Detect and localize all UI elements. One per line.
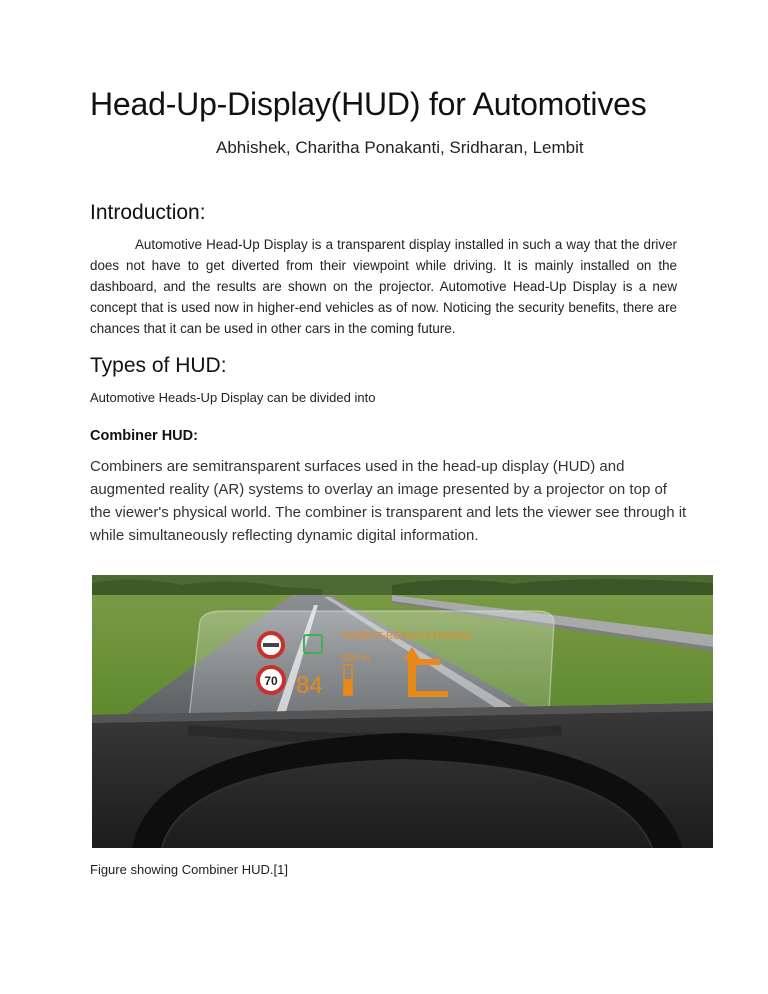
combiner-heading: Combiner HUD: bbox=[90, 428, 198, 444]
introduction-heading: Introduction: bbox=[90, 201, 206, 224]
combiner-hud-photo bbox=[92, 575, 713, 848]
figure-caption: Figure showing Combiner HUD.[1] bbox=[90, 862, 288, 877]
hud-street-name: ROBERT-BOSCH-STRASSE bbox=[342, 631, 472, 642]
page-title: Head-Up-Display(HUD) for Automotives bbox=[90, 86, 647, 122]
authors-line: Abhishek, Charitha Ponakanti, Sridharan, Lembit bbox=[216, 138, 584, 157]
hud-speed-limit: 70 bbox=[264, 674, 278, 688]
introduction-paragraph: Automotive Head-Up Display is a transparent display installed in such a way that the driver does not have to get diverted from their viewpoint while driving. It is mainly installed on the dashboard, and the results are shown on the projector. Automotive Head-Up Display is a new concept that is used now in higher-end vehicles as of now. Noticing the security benefits, there are chances that it can be used in other cars in the coming future. bbox=[90, 237, 677, 336]
combiner-paragraph: Combiners are semitransparent surfaces used in the head-up display (HUD) and augmented reality (AR) systems to overlay an image presented by a projector on top of the viewer's physical world. The combiner is transparent and lets the viewer see through it while simultaneously reflecting dynamic digital information. bbox=[90, 458, 687, 544]
types-lead-text: Automotive Heads-Up Display can be divided into bbox=[90, 390, 376, 405]
hud-speed: 84 bbox=[296, 672, 323, 699]
types-heading: Types of HUD: bbox=[90, 354, 227, 377]
hud-distance: 500 m bbox=[342, 653, 370, 664]
